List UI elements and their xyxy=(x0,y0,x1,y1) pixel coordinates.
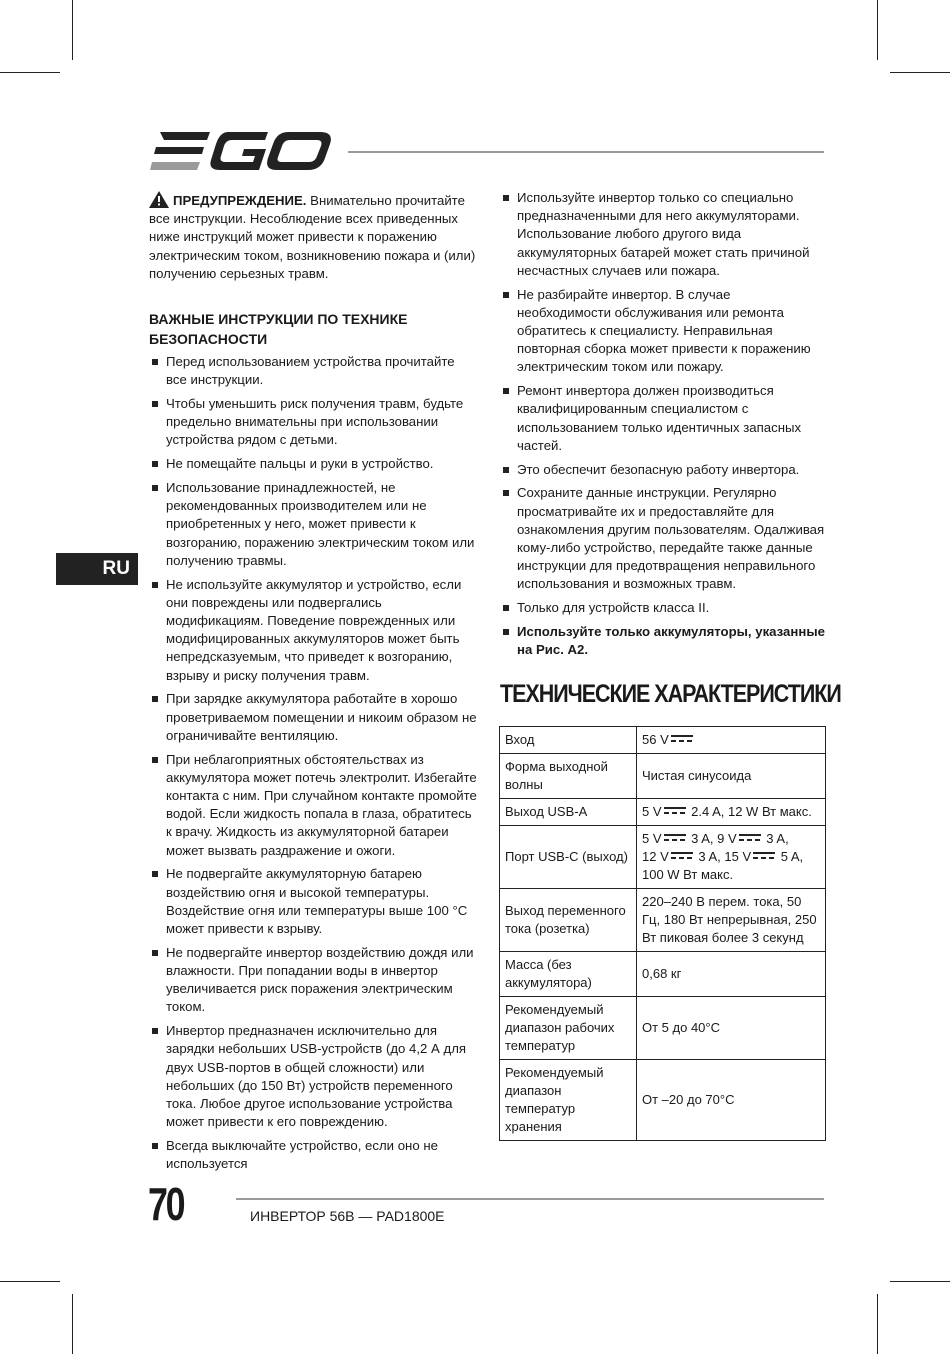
spec-label: Выход переменного тока (розетка) xyxy=(500,889,637,952)
table-row xyxy=(500,826,826,889)
dc-symbol-icon xyxy=(671,735,693,743)
left-column xyxy=(149,191,477,1179)
table-row xyxy=(500,727,826,754)
spec-label: Рекомендуемый диапазон температур хранения xyxy=(500,1060,637,1141)
warning-title: ПРЕДУПРЕЖДЕНИЕ. xyxy=(173,193,307,208)
right-column xyxy=(500,189,841,709)
language-tab: RU xyxy=(56,553,138,585)
list-item: Чтобы уменьшить риск получения травм, будьте предельно внимательны при использовании устройства рядом с детьми. xyxy=(149,395,477,450)
crop-mark xyxy=(877,0,878,60)
warning-paragraph xyxy=(149,191,477,283)
warning-text: Внимательно прочитайте все инструкции. Несоблюдение всех приведенных ниже инструкций может привести к поражению электрическим током, возникновению пожара и (или) получению серьезных травм. xyxy=(149,193,476,281)
list-item: Не используйте аккумулятор и устройство, если они повреждены или подвергались модификациям. Поведение поврежденных или модифицированных аккумуляторов может быть непредсказуемым, что приведет к возгоранию, взрыву и риску получения травм. xyxy=(149,576,477,685)
safety-list-continued xyxy=(500,189,826,659)
dc-symbol-icon xyxy=(664,834,686,842)
spec-value: Чистая синусоида xyxy=(637,754,826,799)
list-item: Ремонт инвертора должен производиться квалифицированным специалистом с использованием только идентичных запасных частей. xyxy=(500,382,826,455)
table-row xyxy=(500,799,826,826)
list-item: Только для устройств класса II. xyxy=(500,599,826,617)
specs-title: ТЕХНИЧЕСКИЕ ХАРАКТЕРИСТИКИ xyxy=(500,680,841,709)
list-item: При зарядке аккумулятора работайте в хорошо проветриваемом помещении и никоим образом не ограничивайте вентиляцию. xyxy=(149,690,477,745)
dc-symbol-icon xyxy=(753,852,775,860)
spec-value: От –20 до 70°C xyxy=(637,1060,826,1141)
spec-label: Форма выходной волны xyxy=(500,754,637,799)
ego-logo xyxy=(150,130,332,172)
list-item: Это обеспечит безопасную работу инвертора. xyxy=(500,461,826,479)
table-row xyxy=(500,997,826,1060)
footer-rule xyxy=(236,1198,824,1200)
list-item: Не разбирайте инвертор. В случае необходимости обслуживания или ремонта обратитесь к специалисту. Неправильная повторная сборка может привести к поражению электрическим током или пожару. xyxy=(500,286,826,377)
table-row xyxy=(500,754,826,799)
spec-value: От 5 до 40°C xyxy=(637,997,826,1060)
list-item: Всегда выключайте устройство, если оно не используется xyxy=(149,1137,477,1173)
list-item: Сохраните данные инструкции. Регулярно просматривайте их и предоставляйте для ознакомления другим пользователям. Одалживая кому-либо устройство, передайте также данные инструкции для предотвращения неправильного использования и возможных травм. xyxy=(500,484,826,593)
header-rule xyxy=(348,151,824,153)
list-item-bold: Используйте только аккумуляторы, указанные на Рис. А2. xyxy=(500,623,826,659)
dc-symbol-icon xyxy=(739,834,761,842)
spec-label: Вход xyxy=(500,727,637,754)
spec-label: Масса (без аккумулятора) xyxy=(500,952,637,997)
crop-mark xyxy=(72,0,73,60)
crop-mark xyxy=(890,72,950,73)
list-item: Инвертор предназначен исключительно для зарядки небольших USB-устройств (до 4,2 А для двух USB-портов в общей сложности) или небольших (до 150 Вт) устройств переменного тока. Любое другое использование устройства может привести к его повреждению. xyxy=(149,1022,477,1131)
footer-product: ИНВЕРТОР 56В — PAD1800E xyxy=(250,1208,445,1224)
crop-mark xyxy=(877,1294,878,1354)
crop-mark xyxy=(890,1281,950,1282)
specs-table xyxy=(499,726,826,1141)
list-item: Не подвергайте инвертор воздействию дождя или влажности. При попадании воды в инвертор увеличивается риск поражения электрическим током. xyxy=(149,944,477,1017)
spec-value: 0,68 кг xyxy=(637,952,826,997)
list-item: Использование принадлежностей, не рекомендованных производителем или не приобретенных у него, может привести к возгоранию, поражению электрическим током или получению травмы. xyxy=(149,479,477,570)
crop-mark xyxy=(0,1281,60,1282)
spec-value: 56 V xyxy=(637,727,826,754)
table-row xyxy=(500,1060,826,1141)
list-item: Используйте инвертор только со специально предназначенными для него аккумуляторами. Использование любого другого вида аккумуляторных батарей может стать причиной несчастных случаев или пожара. xyxy=(500,189,826,280)
list-item: Не помещайте пальцы и руки в устройство. xyxy=(149,455,477,473)
crop-mark xyxy=(72,1294,73,1354)
spec-value: 220–240 В перем. тока, 50 Гц, 180 Вт непрерывная, 250 Вт пиковая более 3 секунд xyxy=(637,889,826,952)
spec-value: 5 V 3 A, 9 V 3 A, 12 V 3 A, 15 V 5 A, 100 W Вт макс. xyxy=(637,826,826,889)
table-row xyxy=(500,952,826,997)
spec-value: 5 V 2.4 A, 12 W Вт макс. xyxy=(637,799,826,826)
dc-symbol-icon xyxy=(664,807,686,815)
list-item: При неблагоприятных обстоятельствах из аккумулятора может потечь электролит. Избегайте контакта с ним. При случайном контакте промойте водой. Если жидкость попала в глаза, обратитесь к врачу. Жидкость из аккумуляторной батареи может вызвать раздражение и ожоги. xyxy=(149,751,477,860)
spec-label: Порт USB-C (выход) xyxy=(500,826,637,889)
table-row xyxy=(500,889,826,952)
spec-label: Выход USB-A xyxy=(500,799,637,826)
warning-triangle-icon xyxy=(149,191,169,208)
safety-heading: ВАЖНЫЕ ИНСТРУКЦИИ ПО ТЕХНИКЕ БЕЗОПАСНОСТИ xyxy=(149,311,408,348)
list-item: Не подвергайте аккумуляторную батарею воздействию огня и высокой температуры. Воздействие огня или температуры выше 100 °C может привести к взрыву. xyxy=(149,865,477,938)
dc-symbol-icon xyxy=(671,852,693,860)
safety-list xyxy=(149,353,477,1173)
crop-mark xyxy=(0,72,60,73)
page-number: 70 xyxy=(148,1178,184,1230)
list-item: Перед использованием устройства прочитайте все инструкции. xyxy=(149,353,477,389)
spec-label: Рекомендуемый диапазон рабочих температур xyxy=(500,997,637,1060)
